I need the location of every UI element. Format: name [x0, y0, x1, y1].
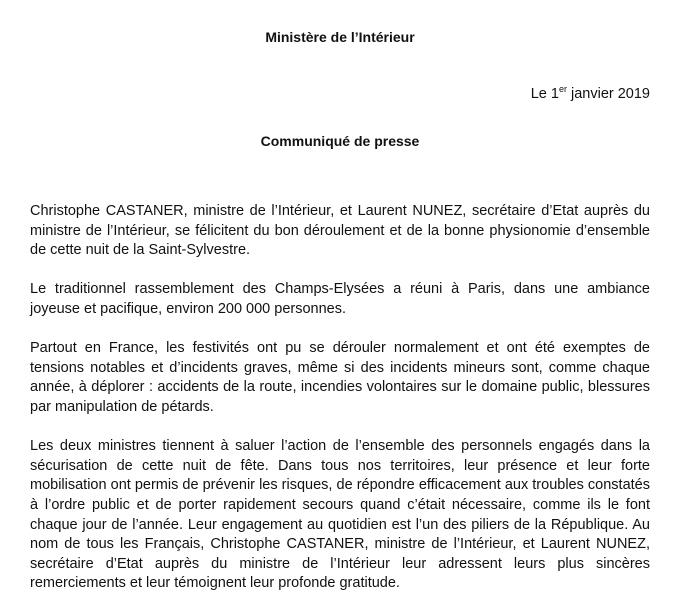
release-date	[531, 86, 650, 102]
date-suffix: janvier 2019	[566, 86, 650, 102]
date-superscript: er	[558, 84, 567, 94]
body-paragraph-3: Partout en France, les festivités ont pu se dérouler normalement et ont été exemptes de tensions notables et d’incidents graves, même si des incidents mineurs sont, comme chaque année, à déplorer : accidents de la route, incendies volontaires sur le domaine public, blessures par manipulation de pétards.	[30, 340, 650, 415]
body-paragraph-2: Le traditionnel rassemblement des Champs-Elysées a réuni à Paris, dans une ambiance joyeuse et pacifique, environ 200 000 personnes.	[30, 281, 650, 317]
press-release-title: Communiqué de presse	[260, 133, 420, 149]
ministry-header: Ministère de l’Intérieur	[265, 29, 415, 45]
date-prefix: Le 1	[530, 86, 559, 102]
body-paragraph-4: Les deux ministres tiennent à saluer l’action de l’ensemble des personnels engagés dans la sécurisation de cette nuit de fête. Dans tous nos territoires, leur présence et leur forte mobilisation ont permis de prévenir les risques, de répondre efficacement aux troubles constatés à l’ordre public et de porter rapidement secours quand c’était nécessaire, comme ils le font chaque jour de l’année. Leur engagement au quotidien est l’un des piliers de la République. Au nom de tous les Français, Christophe CASTANER, ministre de l’Intérieur, et Laurent NUNEZ, secrétaire d’Etat auprès du ministre de l’Intérieur leur adressent leurs plus sincères remerciements et leur témoignent leur profonde gratitude.	[30, 438, 650, 592]
body-paragraph-1: Christophe CASTANER, ministre de l’Intérieur, et Laurent NUNEZ, secrétaire d’Etat auprès du ministre de l’Intérieur, se félicitent du bon déroulement et de la bonne physionomie d’ensemble de cette nuit de la Saint-Sylvestre.	[30, 203, 650, 259]
press-release-body	[30, 202, 650, 613]
